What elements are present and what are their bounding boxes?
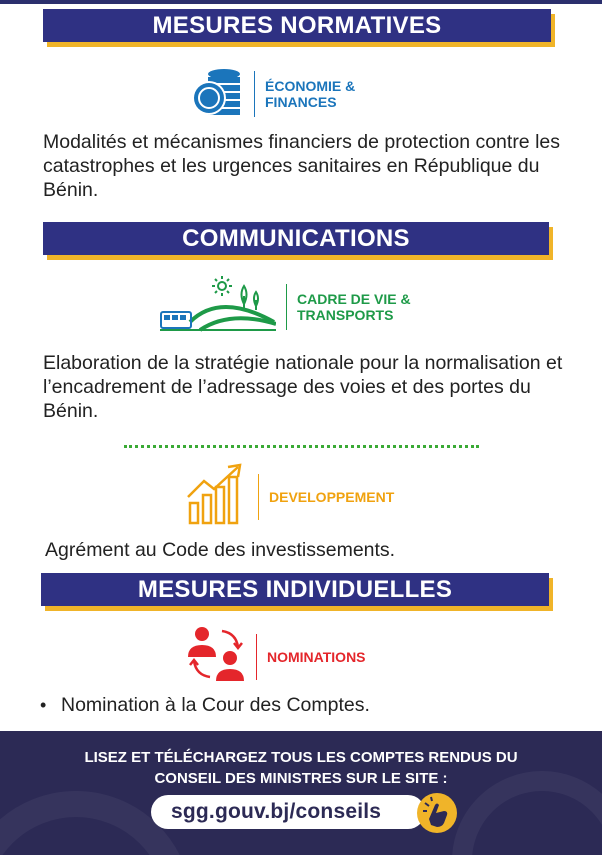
growth-chart-icon	[186, 463, 248, 530]
category-living	[160, 276, 411, 337]
list-bullet: •	[40, 695, 47, 715]
section-title: MESURES NORMATIVES	[43, 9, 551, 42]
section-banner-individual	[41, 573, 549, 606]
item-text: Elaboration de la stratégie nationale pour la normalisation et l’encadrement de l’adressage des voies et des portes du Bénin.	[43, 352, 563, 422]
item-text: Modalités et mécanismes financiers de protection contre les catastrophes et les urgences sanitaires en République du Bénin.	[43, 131, 560, 201]
people-exchange-icon	[186, 625, 246, 688]
category-development	[186, 463, 394, 530]
footer	[0, 731, 602, 855]
coins-stack-icon	[192, 65, 244, 122]
item-text: Agrément au Code des investissements.	[45, 539, 396, 561]
section-banner-normative	[43, 9, 551, 42]
website-url[interactable]: sgg.gouv.bj/conseils	[171, 800, 382, 823]
dotted-divider	[124, 445, 479, 448]
category-label: CADRE DE VIE & TRANSPORTS	[297, 290, 411, 323]
website-link[interactable]	[151, 795, 425, 829]
category-label: NOMINATIONS	[267, 648, 366, 665]
section-title: COMMUNICATIONS	[43, 222, 549, 255]
section-title: MESURES INDIVIDUELLES	[41, 573, 549, 606]
footer-text: LISEZ ET TÉLÉCHARGEZ TOUS LES COMPTES RENDUS DU CONSEIL DES MINISTRES SUR LE SITE :	[84, 749, 518, 787]
list-item: Nomination à la Cour des Comptes.	[61, 694, 370, 716]
hand-click-icon	[415, 791, 459, 835]
category-label: ÉCONOMIE & FINANCES	[265, 77, 356, 110]
category-nominations	[186, 625, 366, 688]
landscape-bus-icon	[160, 276, 276, 337]
section-banner-communications	[43, 222, 549, 255]
category-label: DEVELOPPEMENT	[269, 488, 395, 505]
category-economy	[192, 65, 355, 122]
top-border	[0, 0, 602, 4]
